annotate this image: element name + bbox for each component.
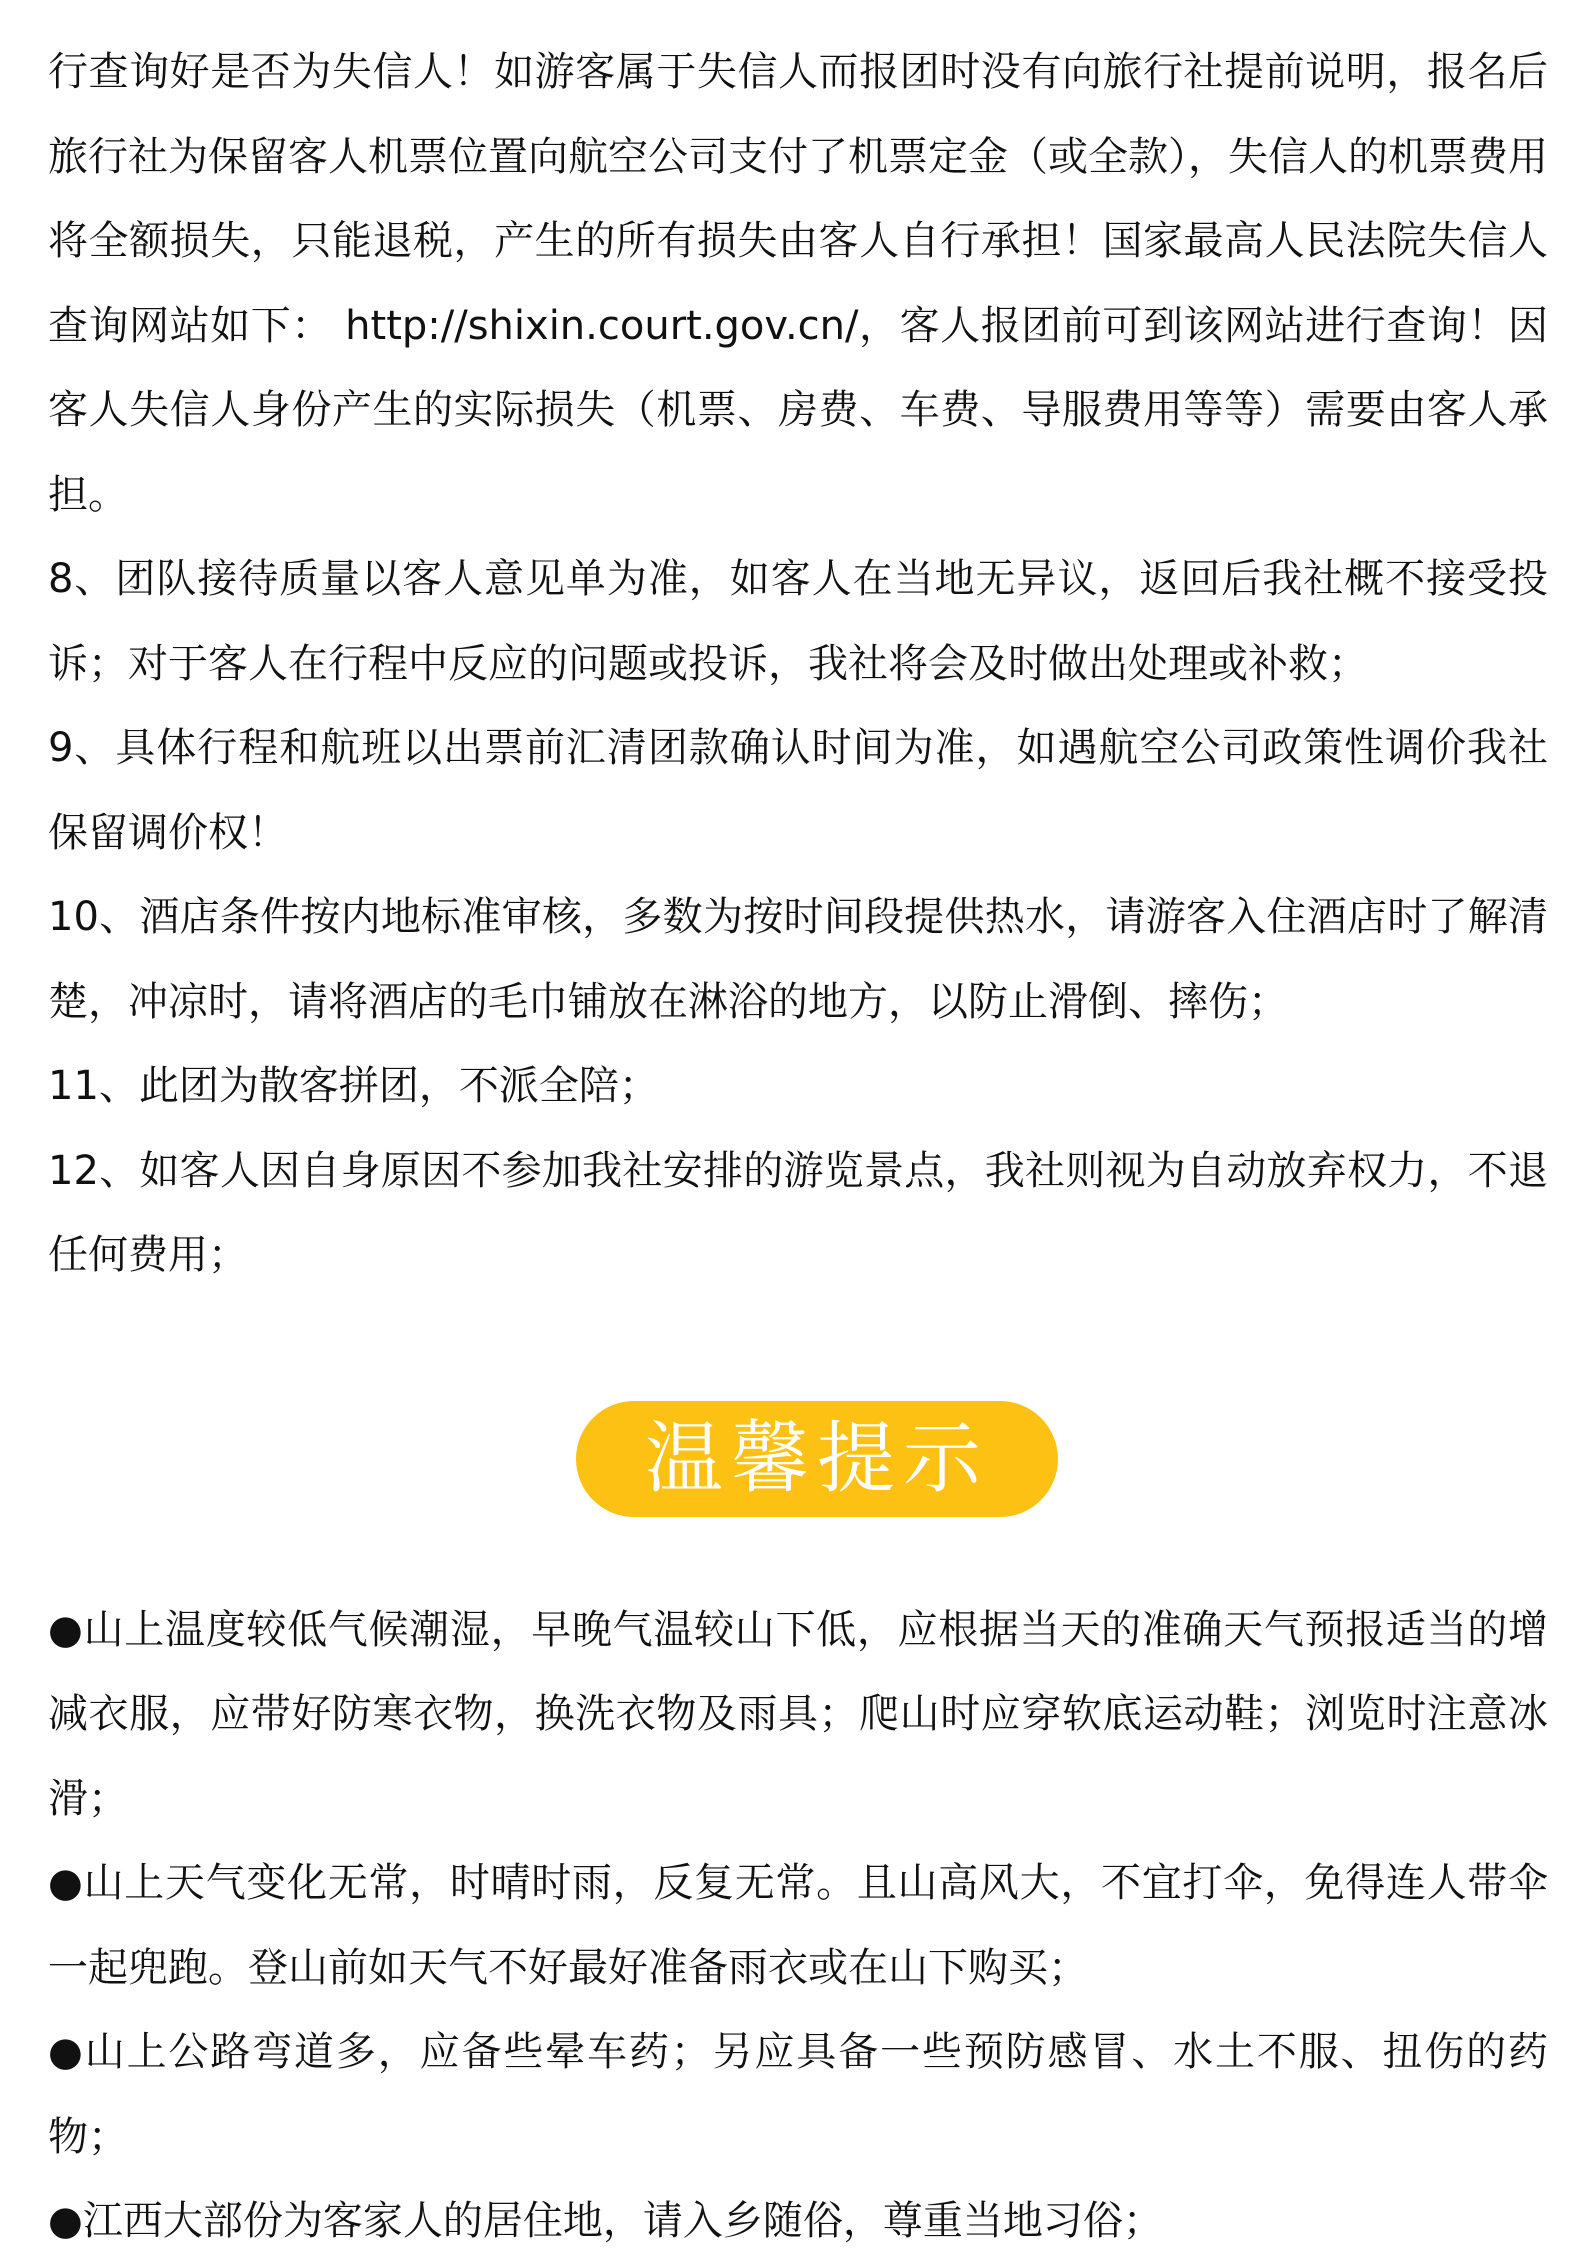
note-item-12: 12、如客人因自身原因不参加我社安排的游览景点，我社则视为自动放弃权力，不退任何费用； bbox=[48, 1147, 1548, 1278]
heading-section bbox=[48, 1298, 1548, 1588]
heading-badge bbox=[576, 1401, 1058, 1517]
tip-item-2: ●山上天气变化无常，时晴时雨，反复无常。且山高风大，不宜打伞，免得连人带伞一起兜跑。登山前如天气不好最好准备雨衣或在山下购买； bbox=[48, 1860, 1548, 1991]
tip-item-1: ●山上温度较低气候潮湿，早晚气温较山下低，应根据当天的准确天气预报适当的增减衣服，应带好防寒衣物，换洗衣物及雨具；爬山时应穿软底运动鞋；浏览时注意冰滑； bbox=[48, 1606, 1548, 1822]
tip-item-4: ●江西大部份为客家人的居住地，请入乡随俗，尊重当地习俗； bbox=[48, 2198, 1163, 2244]
notes-section bbox=[48, 30, 1548, 1298]
note-item-8: 8、团队接待质量以客人意见单为准，如客人在当地无异议，返回后我社概不接受投诉；对于客人在行程中反应的问题或投诉，我社将会及时做出处理或补救； bbox=[48, 556, 1548, 687]
note-item-11: 11、此团为散客拼团，不派全陪； bbox=[48, 1063, 659, 1109]
note-item-10: 10、酒店条件按内地标准审核，多数为按时间段提供热水，请游客入住酒店时了解清楚，冲凉时，请将酒店的毛巾铺放在淋浴的地方，以防止滑倒、摔伤； bbox=[48, 894, 1548, 1025]
tips-section bbox=[48, 1588, 1548, 2264]
document-page bbox=[48, 30, 1548, 2264]
section-title: 温馨提示 bbox=[644, 1413, 989, 1504]
tip-item-3: ●山上公路弯道多，应备些晕车药；另应具备一些预防感冒、水土不服、扭伤的药物； bbox=[48, 2029, 1548, 2160]
note-paragraph-7-continued: 行查询好是否为失信人！如游客属于失信人而报团时没有向旅行社提前说明，报名后旅行社为保留客人机票位置向航空公司支付了机票定金（或全款），失信人的机票费用将全额损失，只能退税，产生的所有损失由客人自行承担！国家最高人民法院失信人查询网站如下： http://shixin.court.gov.cn/，客人报团前可到该网站进行查询！因客人失信人身份产生的实际损失（机票、房费、车费、导服费用等等）需要由客人承担。 bbox=[48, 49, 1548, 518]
note-item-9: 9、具体行程和航班以出票前汇清团款确认时间为准，如遇航空公司政策性调价我社保留调价权！ bbox=[48, 725, 1548, 856]
